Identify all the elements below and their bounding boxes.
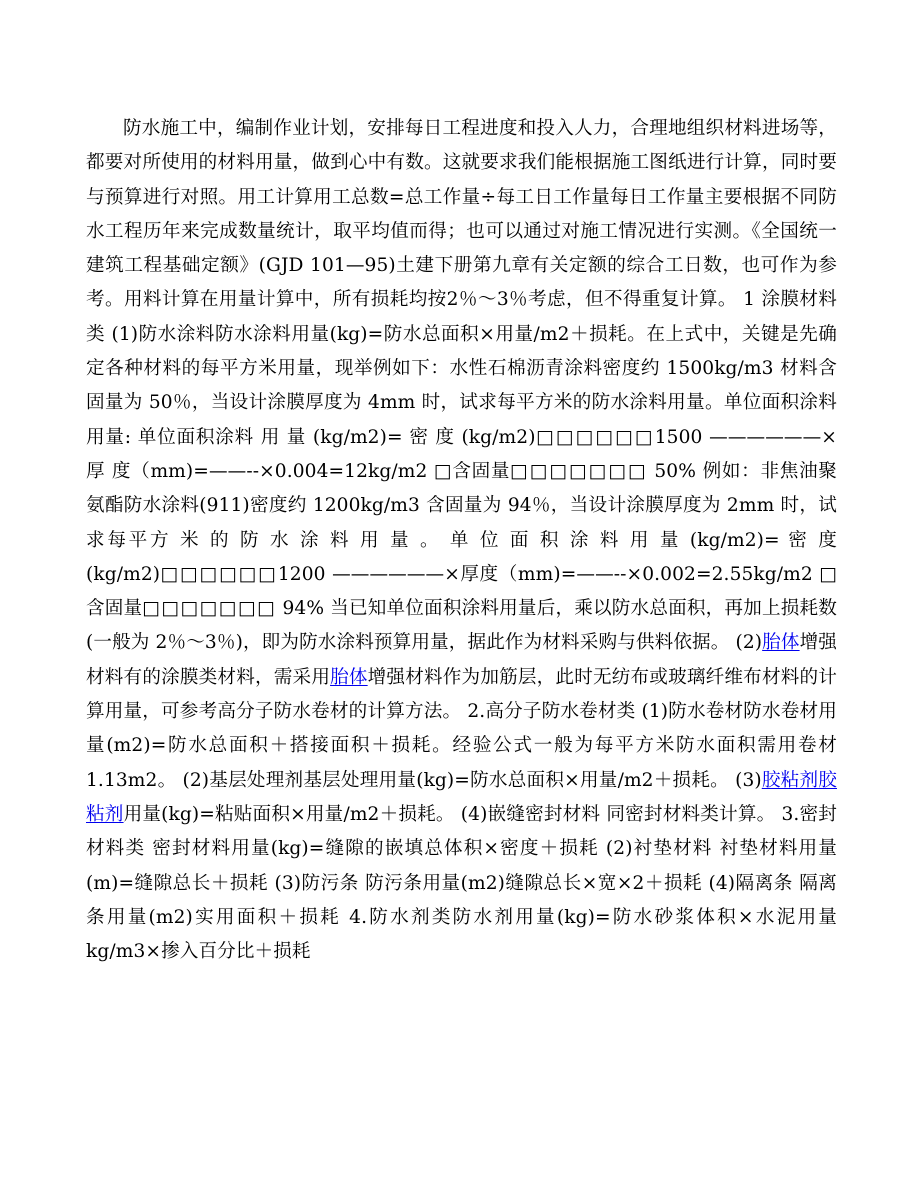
text-segment: 50% 例如：非焦油聚氨酯防水涂料(911)密度约 1200kg/m3 含固量为 94％，当设计涂膜厚度为 2mm 时，试求每平方 米 的 防 水 涂 料 用 量 。 单 位 面 积 涂 料 用 量 (kg/m2)= 密 度 (kg/m2) — [86, 460, 837, 585]
text-segment: 1500 ——————× 厚 度（mm)=——--×0.004=12kg/m2 — [86, 426, 837, 482]
text-segment: 含固量 — [452, 460, 511, 482]
text-segment: 增强材料有的涂膜类材料，需采用 — [86, 632, 837, 688]
missing-glyph-boxes: □□□□□□ — [160, 563, 278, 585]
link-taiti-2[interactable]: 胎体 — [330, 666, 368, 688]
link-taiti-1[interactable]: 胎体 — [762, 632, 800, 654]
text-segment: 用量(kg)=粘贴面积×用量/m2＋损耗。 (4)嵌缝密封材料 同密封材料类计算。 3.密封材料类 密封材料用量(kg)=缝隙的嵌填总体积×密度＋损耗 (2)衬垫材料 衬垫材料用量(m)=缝隙总长＋损耗 (3)防污条 防污条用量(m2)缝隙总长×宽×2＋损耗 (4)隔离条 隔离条用量(m2)实用面积＋损耗 4.防水剂类防水剂用量(kg)=防水砂浆体积×水泥用量 kg/m3×掺入百分比＋损耗 — [86, 803, 837, 963]
text-segment: 94% 当已知单位面积涂料用量后，乘以防水总面积，再加上损耗数 (一般为 2％～3％)，即为防水涂料预算用量，据此作为材料采购与供料依据。 (2) — [86, 598, 837, 654]
text-segment: 含固量 — [86, 598, 143, 620]
missing-glyph-boxes: □□□□□□□ — [142, 598, 277, 620]
missing-glyph-box: □ — [434, 460, 453, 482]
missing-glyph-box: □ — [819, 563, 837, 585]
text-segment: 防水施工中，编制作业计划，安排每日工程进度和投入人力，合理地组织材料进场等，都要对所使用的材料用量，做到心中有数。这就要求我们能根据施工图纸进行计算，同时要与预算进行对照。用工计算用工总数=总工作量÷每工日工作量每日工作量主要根据不同防水工程历年来完成数量统计，取平均值而得；也可以通过对施工情况进行实测。《全国统一建筑工程基础定额》(GJD 101—95)土建下册第九章有关定额的综合工日数，也可作为参考。用料计算在用量计算中，所有损耗均按2％～3％考虑，但不得重复计算。 1 涂膜材料类 (1)防水涂料防水涂料用量(kg)=防水总面积×用量/m2＋损耗。在上式中，关键是先确定各种材料的每平方米用量，现举例如下：水性石棉沥青涂料密度约 1500kg/m3 材料含固量为 50％，当设计涂膜厚度为 4mm 时，试求每平方米的防水涂料用量。单位面积涂料用量: 单位面积涂料 用 量 (kg/m2)= 密 度 (kg/m2) — [86, 118, 837, 448]
missing-glyph-boxes: □□□□□□ — [535, 426, 655, 448]
text-segment: 1200 ——————×厚度（mm)=——--×0.002=2.55kg/m2 — [277, 563, 820, 585]
document-page — [86, 112, 837, 969]
link-adhesive[interactable]: 胶粘剂胶粘剂 — [86, 769, 837, 825]
missing-glyph-boxes: □□□□□□□ — [510, 460, 648, 482]
text-segment: 增强材料作为加筋层，此时无纺布或玻璃纤维布材料的计算用量，可参考高分子防水卷材的计算方法。 2.高分子防水卷材类 (1)防水卷材防水卷材用量(m2)=防水总面积＋搭接面积＋损耗。经验公式一般为每平方米防水面积需用卷材 1.13m2。 (2)基层处理剂基层处理用量(kg)=防水总面积×用量/m2＋损耗。 (3) — [86, 666, 837, 791]
body-paragraph — [86, 112, 837, 969]
